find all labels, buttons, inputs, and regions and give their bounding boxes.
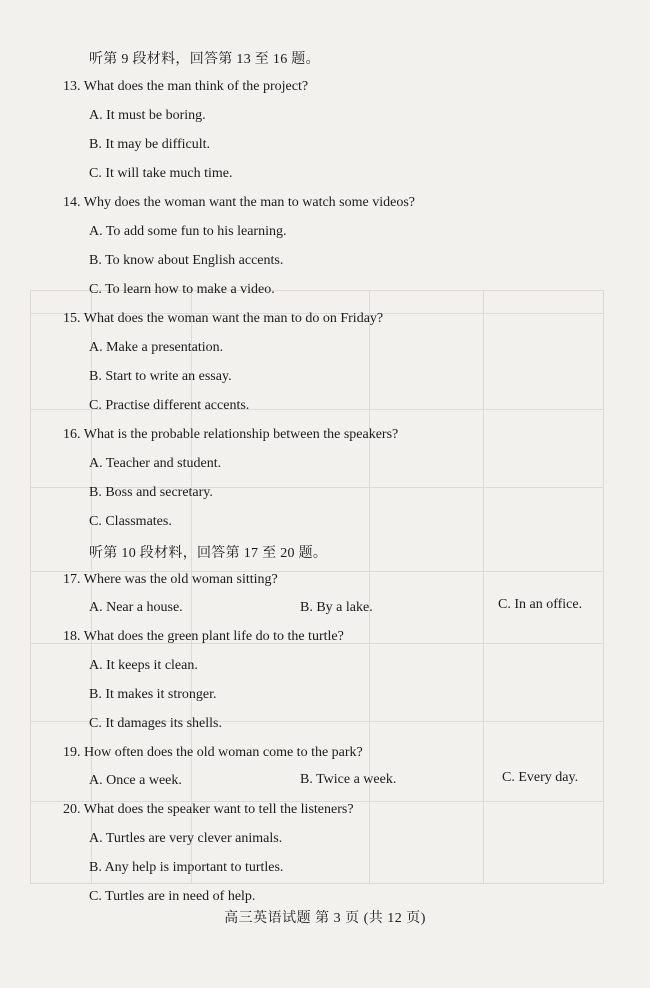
question-19-option-a: A. Once a week. [89,773,182,788]
question-14-option-a: A. To add some fun to his learning. [89,224,287,239]
question-18: 18. What does the green plant life do to the turtle? [63,629,344,644]
section-9-heading: 听第 9 段材料，回答第 13 至 16 题。 [89,52,320,67]
question-13: 13. What does the man think of the project? [63,79,309,94]
question-20-option-a: A. Turtles are very clever animals. [89,831,283,846]
question-14-option-b: B. To know about English accents. [89,253,284,268]
question-20-option-c: C. Turtles are in need of help. [89,889,256,904]
question-17-option-c: C. In an office. [498,597,583,612]
question-16-option-b: B. Boss and secretary. [89,485,213,500]
question-16-option-a: A. Teacher and student. [89,456,222,471]
question-19-option-c: C. Every day. [502,770,579,785]
question-15-option-b: B. Start to write an essay. [89,369,232,384]
page-footer: 高三英语试题 第 3 页 (共 12 页) [224,911,426,926]
question-17-option-a: A. Near a house. [89,600,183,615]
question-15: 15. What does the woman want the man to do on Friday? [63,311,384,326]
question-18-option-c: C. It damages its shells. [89,716,222,731]
question-14-option-c: C. To learn how to make a video. [89,282,275,297]
question-17: 17. Where was the old woman sitting? [63,572,278,587]
question-15-option-a: A. Make a presentation. [89,340,224,355]
question-19-option-b: B. Twice a week. [300,772,397,787]
question-20: 20. What does the speaker want to tell the listeners? [63,802,354,817]
question-13-option-c: C. It will take much time. [89,166,233,181]
question-19: 19. How often does the old woman come to the park? [63,745,363,760]
question-14: 14. Why does the woman want the man to watch some videos? [63,195,415,210]
question-13-option-b: B. It may be difficult. [89,137,211,152]
question-16-option-c: C. Classmates. [89,514,172,529]
question-15-option-c: C. Practise different accents. [89,398,250,413]
question-16: 16. What is the probable relationship between the speakers? [63,427,399,442]
question-18-option-a: A. It keeps it clean. [89,658,198,673]
section-10-heading: 听第 10 段材料，回答第 17 至 20 题。 [89,546,328,561]
question-18-option-b: B. It makes it stronger. [89,687,217,702]
question-13-option-a: A. It must be boring. [89,108,206,123]
question-20-option-b: B. Any help is important to turtles. [89,860,284,875]
question-17-option-b: B. By a lake. [300,600,373,615]
